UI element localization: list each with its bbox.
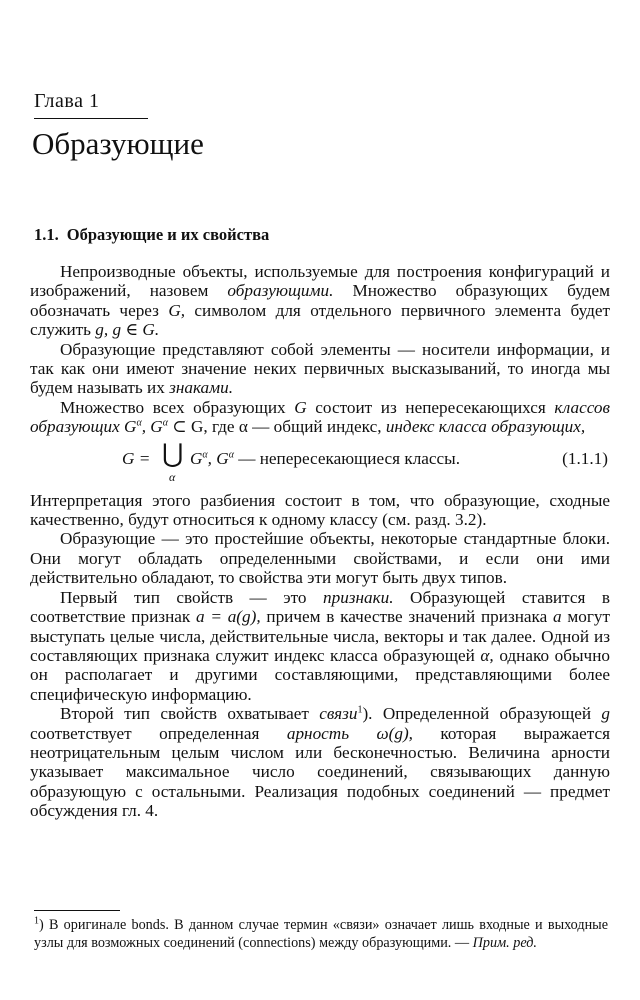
term-generators: образующими. bbox=[227, 281, 334, 301]
math-superscript: α bbox=[136, 417, 142, 429]
text-run: Первый тип свойств — это bbox=[60, 587, 323, 607]
math-superscript: α bbox=[228, 448, 234, 460]
text-run: Множество образующих будем обозначать через bbox=[30, 281, 610, 320]
equation-number: (1.1.1) bbox=[562, 448, 608, 468]
section-number: 1.1. bbox=[34, 225, 59, 244]
math-symbol: a bbox=[553, 607, 562, 627]
paragraph-1 bbox=[30, 262, 610, 340]
math-symbol: g, g bbox=[95, 320, 122, 340]
term-bonds: связи bbox=[319, 704, 358, 724]
chapter-title: Образующие bbox=[32, 126, 204, 161]
equation-1-1-1 bbox=[30, 438, 610, 487]
paragraph-5: Образующие — это простейшие объекты, некоторые стандартные блоки. Они могут обладать определенными свойствами, и если они ими действительно обладают, то свойства эти могут быть двух типов. bbox=[30, 529, 610, 588]
math-formula: a = a(g), bbox=[196, 607, 261, 627]
formula-lhs: G = bbox=[122, 448, 151, 468]
formula-text: — непересекающиеся классы. bbox=[233, 448, 461, 468]
text-run: Образующие представляют собой элементы — носители информации, и так как они имеют значение неких первичных высказываний, то иногда мы будем называть их bbox=[30, 339, 610, 398]
term-class-index: индекс класса образующих, bbox=[385, 417, 586, 437]
union-subscript: α bbox=[169, 469, 176, 484]
math-symbol: α, bbox=[480, 645, 494, 665]
math-formula: ω(g), bbox=[349, 723, 413, 743]
text-run: могут выступать целые числа, действительные числа, векторы и так далее. Одной из составляющих признака служит индекс класса образующей bbox=[30, 607, 610, 665]
section-heading bbox=[34, 225, 269, 245]
term-classes: классов образующих G bbox=[30, 397, 610, 437]
footnote-ref[interactable]: 1 bbox=[357, 704, 363, 716]
term-signs: знаками. bbox=[169, 378, 234, 398]
footnote-marker: 1 bbox=[34, 915, 39, 927]
text-run: состоит из непересекающихся bbox=[306, 397, 555, 417]
math-symbol: , G bbox=[207, 448, 229, 468]
math-superscript: α bbox=[202, 448, 208, 460]
paragraph-2 bbox=[30, 340, 610, 398]
footnote-rule bbox=[34, 910, 120, 911]
math-operator: ∈ bbox=[121, 320, 143, 340]
term-arity: арность bbox=[286, 723, 350, 743]
union-symbol: ⋃ bbox=[162, 438, 184, 468]
math-symbol: G, bbox=[168, 300, 186, 320]
text-run: причем в качестве значений признака bbox=[260, 607, 554, 627]
math-symbol: G. bbox=[142, 320, 160, 340]
text-run: ). Определенной образующей bbox=[362, 704, 602, 724]
math-superscript: α bbox=[162, 417, 168, 429]
term-attributes: признаки. bbox=[323, 587, 394, 607]
math-symbol: g bbox=[601, 704, 610, 724]
text-run: Непроизводные объекты, используемые для построения конфигураций и изображений, назовем bbox=[30, 262, 610, 301]
text-run: ⊂ G, где α — общий индекс, bbox=[167, 417, 386, 437]
text-run: соответствует определенная bbox=[30, 723, 287, 743]
footnote bbox=[34, 917, 608, 952]
paragraph-4: Интерпретация этого разбиения состоит в том, что образующие, сходные качественно, будут относиться к одному классу (см. разд. 3.2). bbox=[30, 490, 610, 530]
paragraph-6 bbox=[30, 588, 610, 704]
text-run: Множество всех образующих bbox=[60, 397, 295, 417]
section-title: Образующие и их свойства bbox=[66, 225, 270, 244]
text-run: символом для отдельного первичного элемента будет служить bbox=[30, 300, 610, 340]
math-symbol: , G bbox=[141, 417, 163, 437]
paragraph-3 bbox=[30, 398, 610, 437]
text-run: Образующей ставится в соответствие признак bbox=[30, 587, 610, 627]
math-symbol: G bbox=[294, 397, 307, 417]
text-run: которая выражается неотрицательным целым числом или бесконечностью. Величина арности указывает максимальное число соединений, связывающих данную образующую с остальными. Реализация подобных соединений — предмет обсуждения гл. 4. bbox=[30, 723, 611, 821]
text-run: Второй тип свойств охватывает bbox=[60, 704, 320, 724]
math-symbol: G bbox=[190, 448, 203, 468]
paragraph-7 bbox=[30, 704, 610, 820]
text-run: однако обычно он располагает и другими составляющими, представляющими более специфическую информацию. bbox=[30, 645, 610, 704]
chapter-rule bbox=[34, 118, 148, 119]
editor-note: Прим. ред. bbox=[472, 934, 537, 951]
body-text bbox=[30, 262, 610, 821]
chapter-label: Глава 1 bbox=[34, 90, 100, 112]
footnote-text: ) В оригинале bonds. В данном случае термин «связи» означает лишь входные и выходные узлы для возможных соединений (connections) между образующими. — bbox=[34, 917, 608, 951]
